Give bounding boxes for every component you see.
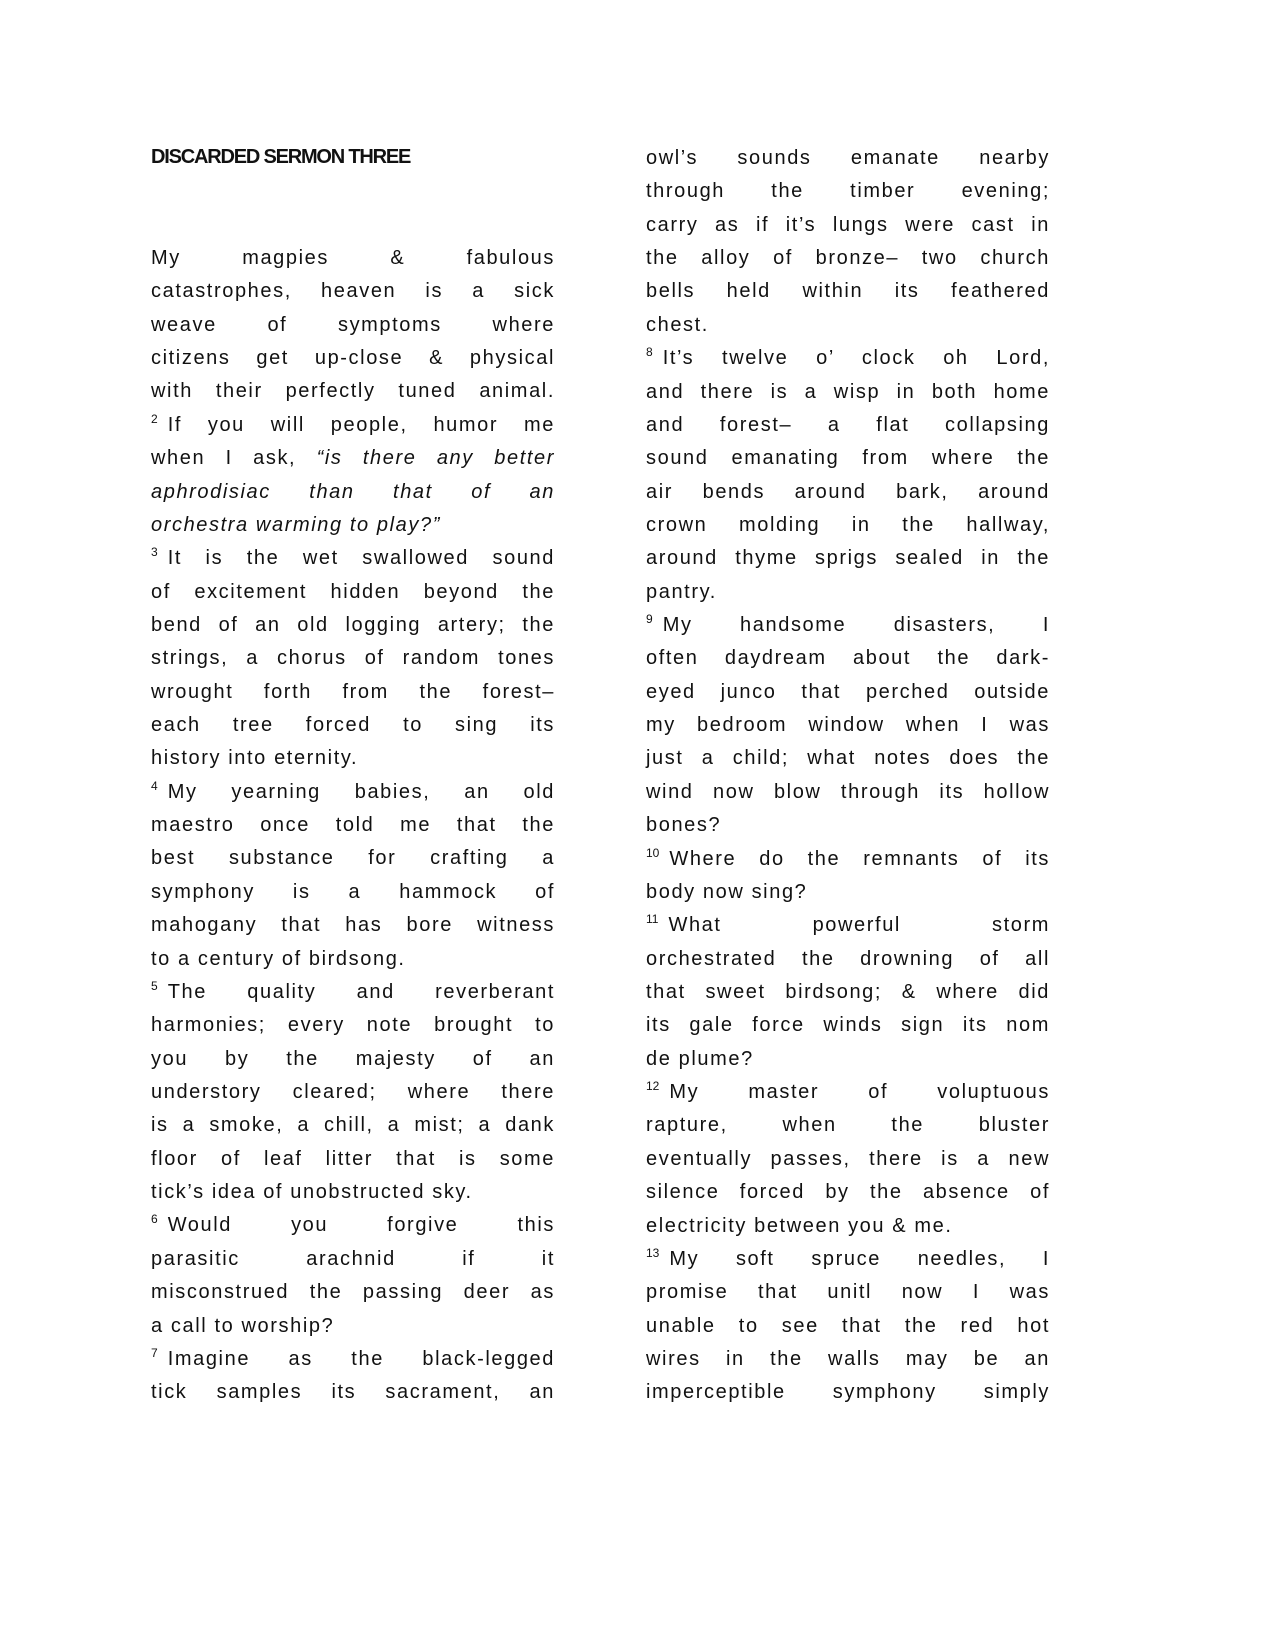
line-text: floor of leaf litter that is some [151, 1147, 555, 1170]
text-line [646, 442, 1050, 475]
text-line [151, 1109, 555, 1142]
line-text: my bedroom window when I was [646, 714, 1050, 737]
line-text: unable to see that the red hot [646, 1314, 1050, 1337]
text-line [646, 676, 1050, 709]
text-line [646, 376, 1050, 409]
line-text: chest. [646, 313, 709, 336]
text-line [646, 142, 1050, 175]
text-line [646, 209, 1050, 242]
text-line [646, 709, 1050, 742]
line-text: The quality and reverberant [167, 980, 555, 1003]
line-text: of excitement hidden beyond the [151, 580, 555, 603]
text-line [151, 943, 555, 976]
text-line [151, 242, 555, 275]
text-line [151, 1043, 555, 1076]
text-line [151, 1143, 555, 1176]
line-text: electricity between you & me. [646, 1214, 953, 1237]
line-text: If you will people, humor me [167, 413, 555, 436]
line-text: Where do the remnants of its [669, 847, 1050, 870]
line-text: that sweet birdsong; & where did [646, 980, 1050, 1003]
line-text: tick’s idea of unobstructed sky. [151, 1181, 473, 1204]
text-line [646, 309, 1050, 342]
line-text: carry as if it’s lungs were cast in [646, 213, 1050, 236]
text-line [151, 309, 555, 342]
line-text: sound emanating from where the [646, 447, 1050, 470]
line-text: rapture, when the bluster [646, 1114, 1050, 1137]
text-line [151, 1276, 555, 1309]
text-line [646, 1143, 1050, 1176]
text-line [151, 409, 555, 442]
line-text: through the timber evening; [646, 180, 1050, 203]
line-text: body now sing? [646, 880, 808, 903]
line-text: air bends around bark, around [646, 480, 1050, 503]
line-text: Would you forgive this [167, 1214, 555, 1237]
text-line [646, 1276, 1050, 1309]
italic-quote-text: aphrodisiac than that of an [151, 480, 555, 503]
stanza-number: 3 [151, 545, 158, 560]
line-text: often daydream about the dark- [646, 647, 1050, 670]
text-line [151, 1343, 555, 1376]
text-line [646, 1043, 1050, 1076]
line-text: its gale force winds sign its nom [646, 1014, 1050, 1037]
text-line [151, 476, 555, 509]
text-line [646, 943, 1050, 976]
text-line [646, 576, 1050, 609]
text-line [646, 1376, 1050, 1409]
line-text: each tree forced to sing its [151, 714, 555, 737]
text-line [151, 909, 555, 942]
line-text: misconstrued the passing deer as [151, 1281, 555, 1304]
stanza-number: 10 [646, 845, 660, 860]
line-text: de plume? [646, 1047, 754, 1070]
line-text: promise that unitl now I was [646, 1281, 1050, 1304]
stanza-number: 9 [646, 612, 653, 627]
line-text: the alloy of bronze– two church [646, 247, 1050, 270]
line-text: imperceptible symphony simply [646, 1381, 1050, 1404]
line-text: wind now blow through its hollow [646, 780, 1050, 803]
text-line [646, 776, 1050, 809]
stanza-number: 5 [151, 978, 158, 993]
text-line [646, 742, 1050, 775]
line-text: bones? [646, 814, 722, 837]
text-line [646, 175, 1050, 208]
line-text: silence forced by the absence of [646, 1181, 1050, 1204]
text-column-left [151, 242, 555, 1410]
line-text: owl’s sounds emanate nearby [646, 147, 1050, 169]
text-line [151, 542, 555, 575]
line-text: and forest– a flat collapsing [646, 413, 1050, 436]
text-line [151, 509, 555, 542]
line-text: My master of voluptuous [669, 1081, 1050, 1104]
text-line [646, 1009, 1050, 1042]
text-line [646, 1343, 1050, 1376]
line-text: catastrophes, heaven is a sick [151, 280, 555, 303]
line-text: Imagine as the black-legged [167, 1347, 555, 1370]
line-text: It’s twelve o’ clock oh Lord, [662, 347, 1050, 370]
stanza-number: 11 [646, 912, 659, 927]
line-text: is a smoke, a chill, a mist; a dank [151, 1114, 555, 1137]
text-line [646, 909, 1050, 942]
line-text: maestro once told me that the [151, 814, 555, 837]
text-line [646, 809, 1050, 842]
line-text: history into eternity. [151, 747, 359, 770]
text-line [646, 1210, 1050, 1243]
line-text: wrought forth from the forest– [151, 680, 555, 703]
line-text: My yearning babies, an old [167, 780, 555, 803]
text-line [151, 1209, 555, 1242]
line-text: tick samples its sacrament, an [151, 1381, 555, 1404]
line-text: It is the wet swallowed sound [167, 547, 555, 570]
text-line [646, 843, 1050, 876]
line-text: symphony is a hammock of [151, 880, 555, 903]
line-text: weave of symptoms where [151, 313, 555, 336]
text-line [646, 876, 1050, 909]
text-line [151, 375, 555, 408]
text-line [646, 609, 1050, 642]
text-line [151, 1076, 555, 1109]
text-line [646, 542, 1050, 575]
line-text: orchestrated the drowning of all [646, 947, 1050, 970]
text-line [151, 342, 555, 375]
text-line [151, 1376, 555, 1409]
line-text: pantry. [646, 580, 717, 603]
text-line [151, 576, 555, 609]
text-line [151, 876, 555, 909]
line-text: wires in the walls may be an [646, 1347, 1050, 1370]
line-text: crown molding in the hallway, [646, 513, 1050, 536]
line-text: My handsome disasters, I [662, 614, 1050, 637]
text-line [151, 609, 555, 642]
italic-quote-text: “is there any better [316, 447, 556, 470]
text-line [151, 1243, 555, 1276]
text-line [151, 442, 555, 475]
line-text: around thyme sprigs sealed in the [646, 547, 1050, 570]
text-column-right [646, 142, 1050, 1410]
text-line [646, 1243, 1050, 1276]
text-line [151, 809, 555, 842]
stanza-number: 7 [151, 1345, 158, 1360]
line-text: mahogany that has bore witness [151, 914, 555, 937]
line-text: understory cleared; where there [151, 1080, 555, 1103]
stanza-number: 13 [646, 1245, 660, 1260]
line-text: you by the majesty of an [151, 1047, 555, 1070]
stanza-number: 4 [151, 778, 158, 793]
text-line [151, 1176, 555, 1209]
line-text: bend of an old logging artery; the [151, 613, 555, 636]
text-line [151, 275, 555, 308]
text-line [646, 509, 1050, 542]
text-line [151, 676, 555, 709]
line-text: just a child; what notes does the [646, 747, 1050, 770]
line-text: My soft spruce needles, I [669, 1247, 1050, 1270]
text-line [646, 1310, 1050, 1343]
text-line [646, 275, 1050, 308]
text-line [151, 842, 555, 875]
italic-quote-text: orchestra warming to play?” [151, 513, 441, 536]
text-line [646, 976, 1050, 1009]
text-line [151, 1310, 555, 1343]
line-text: eyed junco that perched outside [646, 680, 1050, 703]
text-line [646, 476, 1050, 509]
stanza-number: 2 [151, 411, 158, 426]
text-line [151, 976, 555, 1009]
stanza-number: 8 [646, 345, 653, 360]
text-line [151, 1009, 555, 1042]
text-line [151, 742, 555, 775]
text-line [646, 242, 1050, 275]
line-text: and there is a wisp in both home [646, 380, 1050, 403]
text-line [646, 1076, 1050, 1109]
text-line [151, 642, 555, 675]
text-line [646, 342, 1050, 375]
line-text: harmonies; every note brought to [151, 1014, 555, 1037]
line-text: to a century of birdsong. [151, 947, 406, 970]
document-title: DISCARDED SERMON THREE [151, 146, 411, 168]
line-text: eventually passes, there is a new [646, 1147, 1050, 1170]
text-line [151, 776, 555, 809]
line-text: strings, a chorus of random tones [151, 647, 555, 670]
line-text: when I ask, [151, 447, 317, 470]
text-line [646, 642, 1050, 675]
stanza-number: 12 [646, 1079, 660, 1094]
stanza-number: 6 [151, 1212, 158, 1227]
line-text: with their perfectly tuned animal. [151, 380, 555, 403]
line-text: citizens get up-close & physical [151, 347, 555, 370]
line-text: a call to worship? [151, 1314, 335, 1337]
line-text: My magpies & fabulous [151, 247, 555, 269]
line-text: parasitic arachnid if it [151, 1247, 555, 1270]
line-text: bells held within its feathered [646, 280, 1050, 303]
line-text: What powerful storm [668, 914, 1050, 937]
line-text: best substance for crafting a [151, 847, 555, 870]
text-line [151, 709, 555, 742]
text-line [646, 1109, 1050, 1142]
text-line [646, 409, 1050, 442]
text-line [646, 1176, 1050, 1209]
